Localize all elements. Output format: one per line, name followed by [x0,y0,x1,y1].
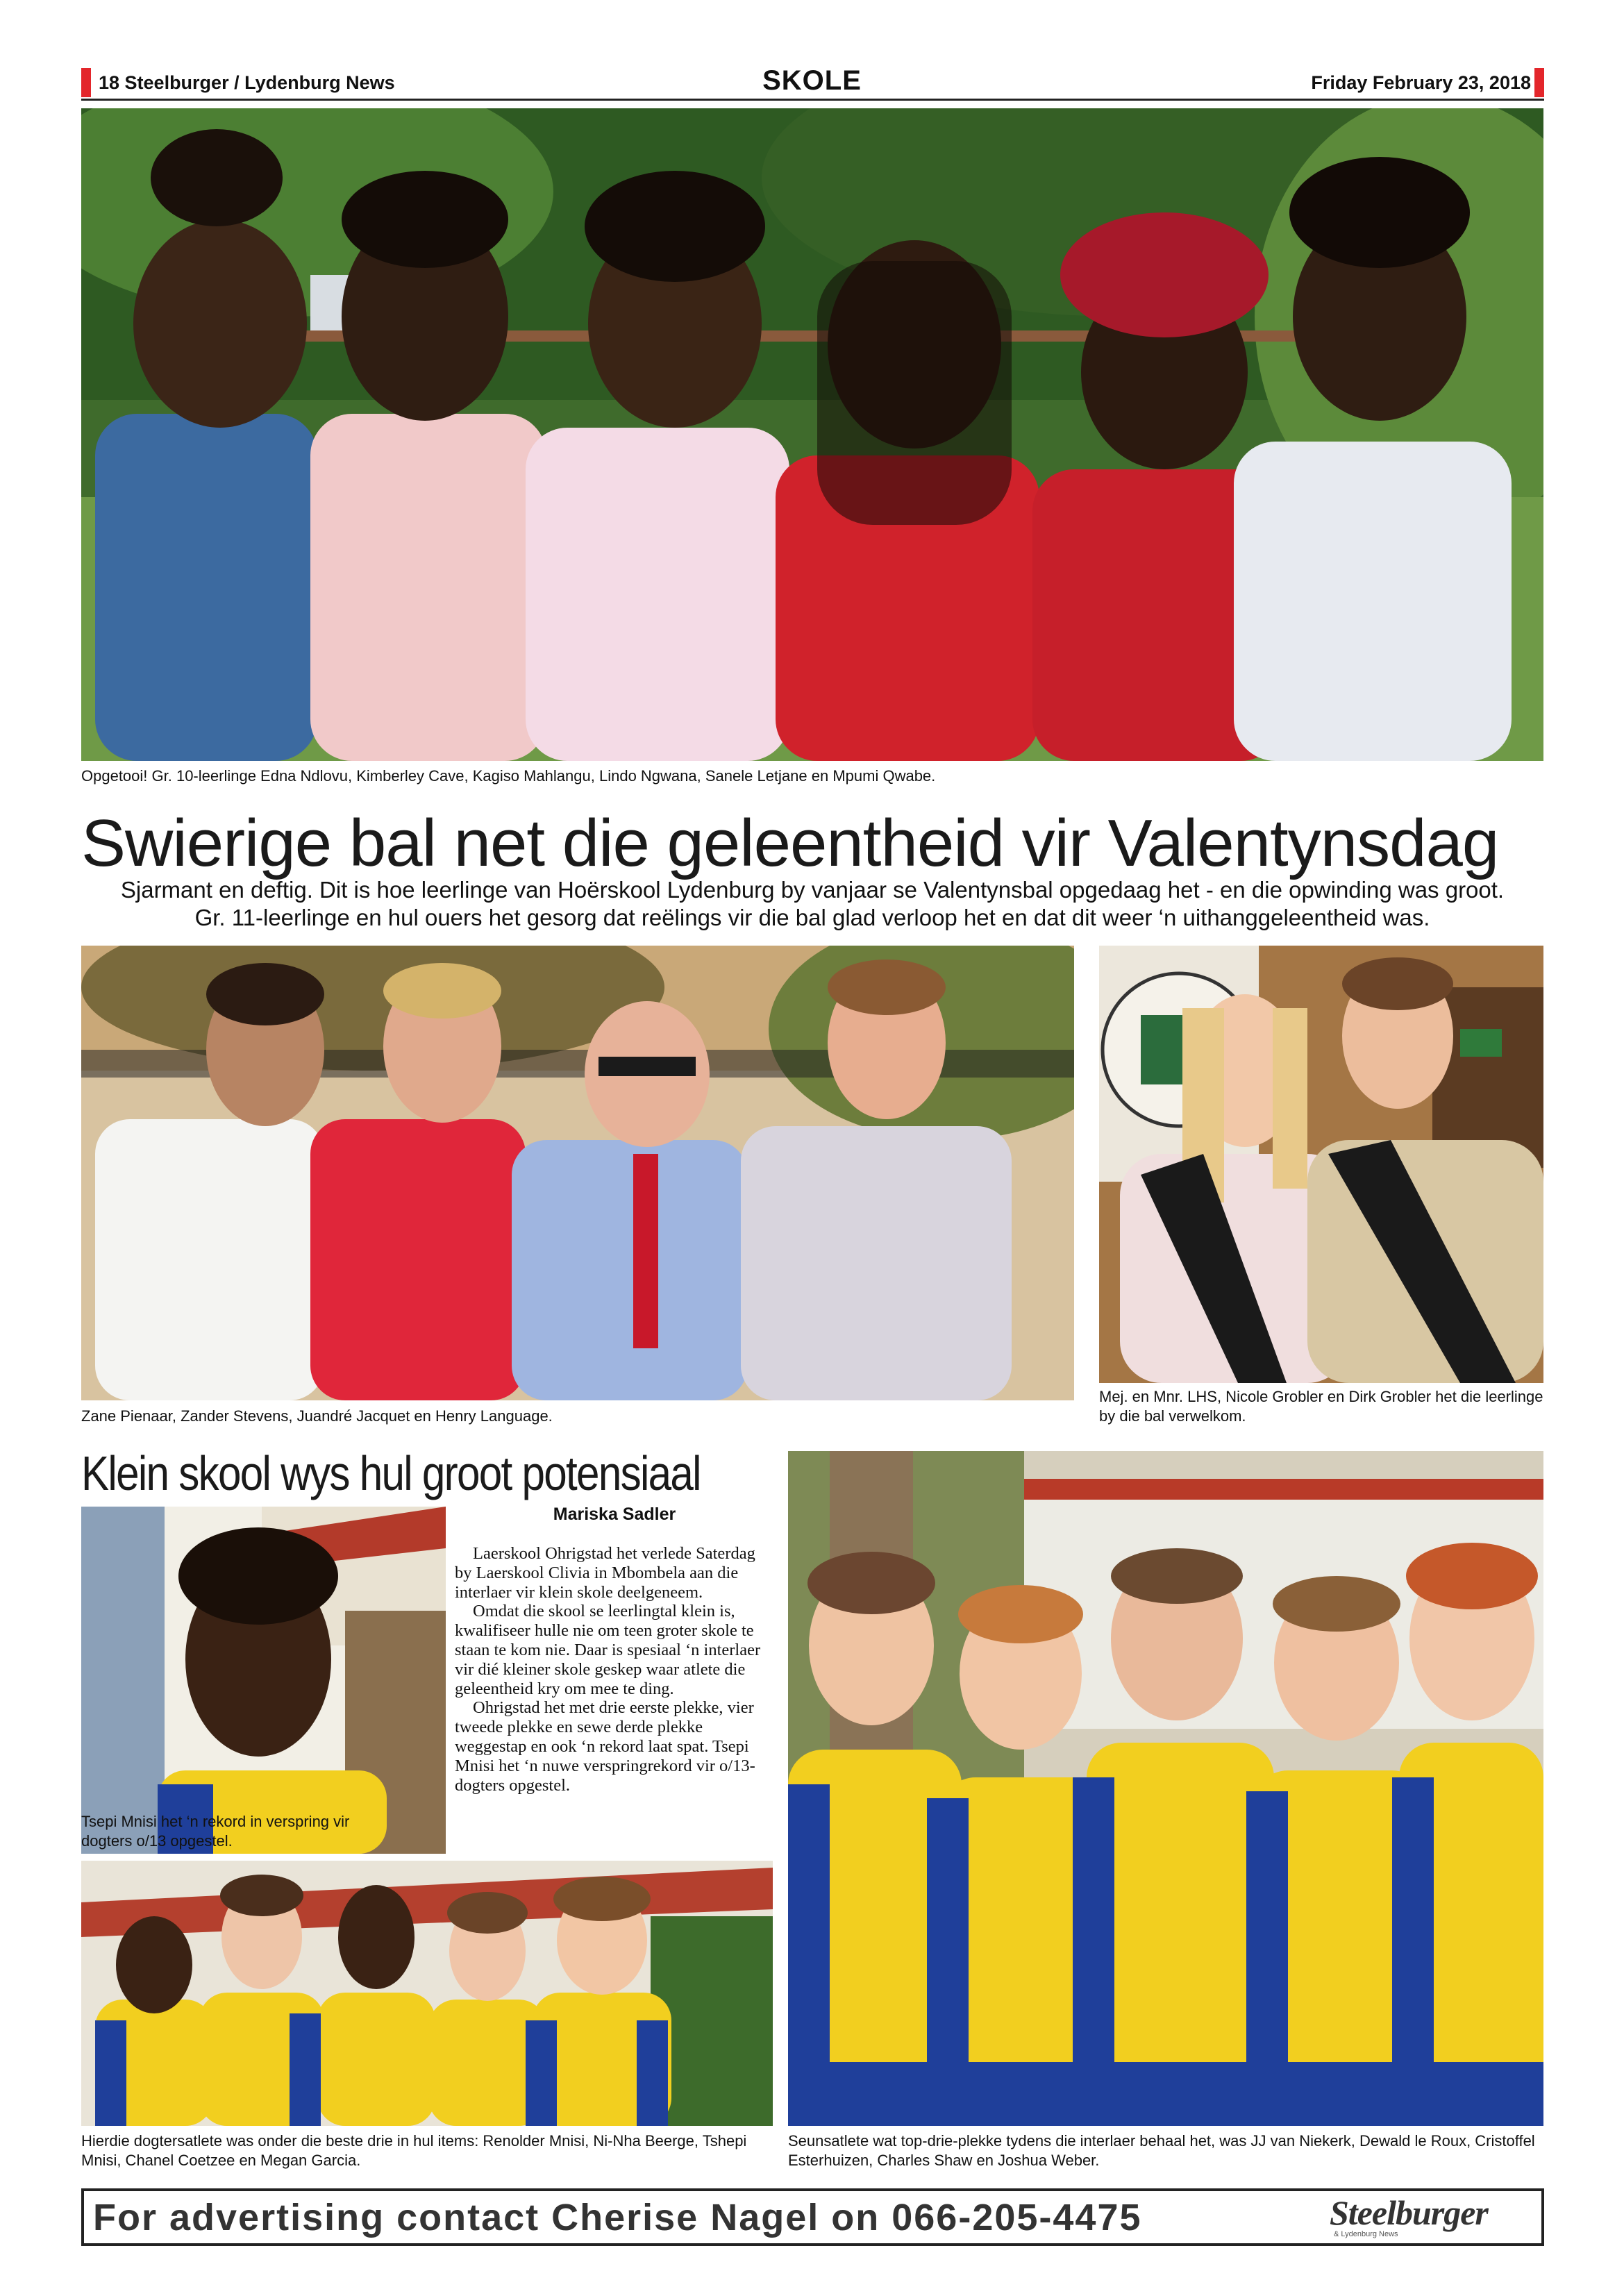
caption-girl-athletes: Hierdie dogtersatlete was onder die beste drie in hul items: Renolder Mnisi, Ni-Nha Beerge, Tshepi Mnisi, Chanel Coetzee en Megan Garcia. [81,2132,747,2169]
header-accent-bar-right [1534,68,1544,97]
photo-girl-athletes [81,1861,773,2126]
byline: Mariska Sadler [553,1505,676,1524]
steelburger-logo [1330,2195,1538,2240]
caption-mr-mrs-lhs: Mej. en Mnr. LHS, Nicole Grobler en Dirk Grobler het die leerlinge by die bal verwelkom. [1099,1388,1543,1425]
caption-four-boys: Zane Pienaar, Zander Stevens, Juandré Jacquet en Henry Language. [81,1407,553,1425]
photo-tsepi-mnisi [81,1507,446,1854]
article-body [455,1544,774,1795]
photo-boy-athletes [788,1451,1543,2126]
logo-wordmark: Steelburger [1330,2193,1488,2232]
caption-boy-athletes: Seunsatlete wat top-drie-plekke tydens die interlaer behaal het, was JJ van Niekerk, Dewald le Roux, Cristoffel Esterhuizen, Charles Shaw en Joshua Weber. [788,2132,1535,2169]
caption-tsepi: Tsepi Mnisi het ‘n rekord in verspring vir dogters o/13 opgestel. [81,1813,350,1850]
page-folio: 18 Steelburger / Lydenburg News [99,72,395,93]
deck-line-2: Gr. 11-leerlinge en hul ouers het gesorg dat reëlings vir die bal glad verloop het en dat dit weer ‘n uithanggeleentheid was. [194,905,1430,930]
photo-girls-valentines-ball [81,108,1543,761]
headline-klein-skool: Klein skool wys hul groot potensiaal [81,1446,701,1500]
page-date: Friday February 23, 2018 [1311,72,1531,93]
body-paragraph-2: Omdat die skool se leerlingtal klein is, kwalifiseer hulle nie om teen groter skole te staan te kom nie. Daar is spesiaal ‘n interlaer vir dié kleiner skole geskep waar atlete die geleentheid kry om mee te ding. [455,1602,761,1698]
advertising-contact: For advertising contact Cherise Nagel on 066-205-4475 [93,2197,1142,2238]
photo-mr-mrs-lhs [1099,946,1543,1383]
section-title: SKOLE [762,65,862,96]
header-rule [81,99,1544,101]
deck-line-1: Sjarmant en deftig. Dit is hoe leerlinge van Hoërskool Lydenburg by vanjaar se Valentynsbal opgedaag het - en die opwinding was groot. [120,877,1505,903]
caption-girls: Opgetooi! Gr. 10-leerlinge Edna Ndlovu, Kimberley Cave, Kagiso Mahlangu, Lindo Ngwana, Sanele Letjane en Mpumi Qwabe. [81,767,936,785]
body-paragraph-3: Ohrigstad het met drie eerste plekke, vier tweede plekke en sewe derde plekke weggestap en ook ‘n rekord laat spat. Tsepi Mnisi het ‘n nuwe verspringrekord vir o/13-dogters opgestel. [455,1698,755,1795]
logo-subtitle: & Lydenburg News [1334,2230,1398,2238]
body-paragraph-1: Laerskool Ohrigstad het verlede Saterdag by Laerskool Clivia in Mbombela aan die interlaer vir klein skole deelgeneem. [455,1544,755,1602]
photo-four-boys [81,946,1074,1400]
headline-valentines-ball: Swierige bal net die geleentheid vir Valentynsdag [81,806,1499,880]
